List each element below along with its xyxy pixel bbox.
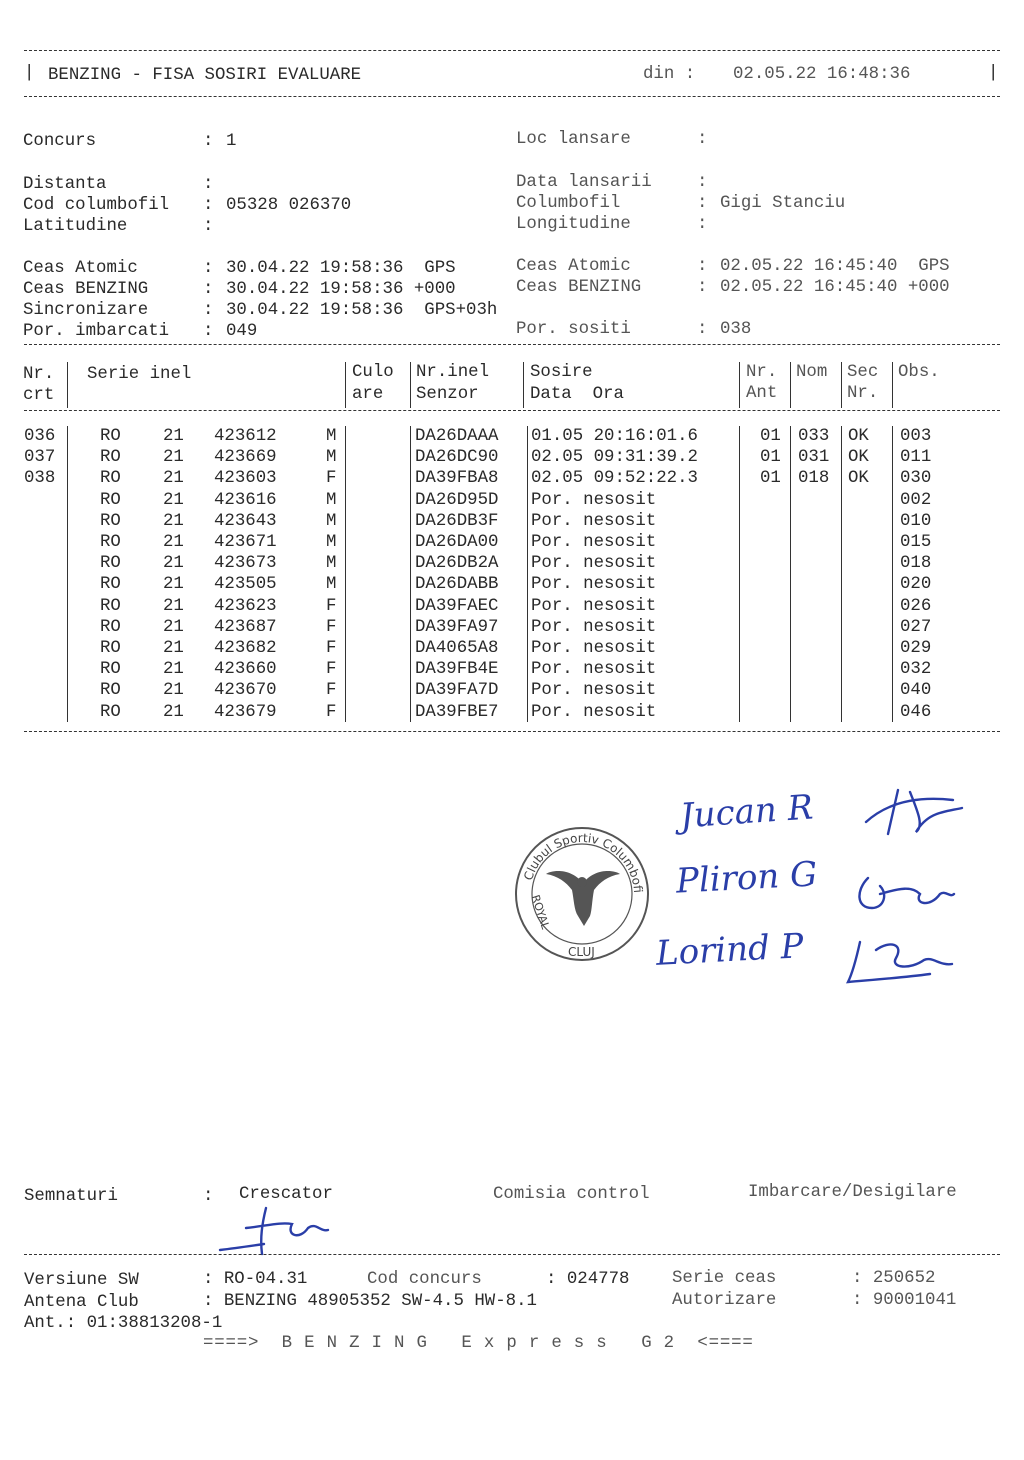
row-sensor: DA39FBE7 [415,702,499,722]
info-sincronizare-sep: : [203,301,214,320]
autorizare-value: : 90001041 [852,1291,957,1310]
col-header-sec-nr: Nr. [847,384,879,403]
col-header-serie-inel: Serie inel [87,365,192,384]
info-cod-columbofil-value: 05328 026370 [226,196,352,215]
info-por-sositi-sep: : [697,320,708,339]
row-ring-number: 423671 [214,533,277,552]
row-sex: F [326,702,337,722]
row-ant: 01 [760,448,781,468]
info-data-lansarii-sep: : [697,173,708,192]
table-row [0,680,1024,701]
table-row [0,638,1024,659]
info-ceas-atomic-sep: : [203,259,214,278]
row-ant: 01 [760,469,781,489]
row-sensor: DA4065A8 [415,639,499,658]
row-obs: 015 [900,533,932,552]
row-obs: 003 [900,427,932,446]
row-sensor: DA26DB2A [415,554,499,574]
info-latitudine-sep: : [203,217,214,236]
row-sensor: DA26DB3F [415,511,499,531]
row-obs: 030 [900,469,932,489]
handwritten-name-3: Lorind P [655,926,805,974]
col-header-are: are [352,385,384,404]
row-ring-number: 423643 [214,511,277,531]
header-date-value: 02.05.22 16:48:36 [733,65,911,84]
col-header-obs: Obs. [898,363,940,382]
row-year: 21 [163,575,184,595]
antena-club-label: Antena Club [24,1293,139,1312]
row-sensor: DA39FB4E [415,660,499,680]
row-country: RO [100,660,121,680]
row-country: RO [100,596,121,616]
table-row [0,447,1024,468]
col-divider [410,362,411,408]
row-ring-number: 423603 [214,469,277,489]
col-divider [67,362,68,408]
table-row [0,511,1024,532]
row-ring-number: 423660 [214,660,277,680]
table-row [0,426,1024,447]
row-country: RO [100,575,121,595]
autorizare-label: Autorizare [672,1291,777,1310]
info-data-lansarii-label: Data lansarii [516,173,652,192]
table-row [0,702,1024,723]
row-year: 21 [163,533,184,552]
info-ceas-benzing-right-value: 02.05.22 16:45:40 +000 [720,278,950,297]
row-ring-number: 423616 [214,490,277,510]
row-ring-number: 423670 [214,681,277,701]
row-obs: 020 [900,575,932,595]
col-divider [739,362,740,408]
row-sensor: DA39FAEC [415,596,499,616]
row-arrival: Por. nesosit [531,639,657,658]
col-divider [345,362,346,408]
info-concurs-sep: : [203,132,214,151]
pigeon-icon [546,871,620,926]
row-ring-number: 423679 [214,702,277,722]
cod-concurs-label: Cod concurs [367,1270,482,1289]
signature-1 [858,782,968,842]
row-sensor: DA39FBA8 [415,469,499,489]
benzing-express-banner: ====> B E N Z I N G E x p r e s s G 2 <==== [203,1334,754,1353]
row-arrival: Por. nesosit [531,702,657,722]
stamp-top-text: Clubul Sportiv Columbofi [521,830,646,894]
header-left-bar: | [24,64,35,83]
row-arrival: Por. nesosit [531,660,657,680]
row-ring-number: 423682 [214,639,277,658]
col-header-sec: Sec [847,363,879,382]
row-country: RO [100,533,121,552]
row-arrival: Por. nesosit [531,681,657,701]
row-sex: M [326,511,337,531]
row-year: 21 [163,490,184,510]
row-year: 21 [163,702,184,722]
col-divider [892,362,893,408]
row-sex: M [326,427,337,446]
row-nr: 038 [24,469,56,489]
imbarcare-desigilare-label: Imbarcare/Desigilare [748,1183,957,1202]
col-header-sosire: Sosire [530,363,593,382]
col-header-senzor: Senzor [416,385,479,404]
info-columbofil-value: Gigi Stanciu [720,194,846,213]
row-sex: M [326,575,337,595]
row-obs: 027 [900,617,932,637]
semnaturi-sep: : [203,1187,214,1206]
table-row [0,574,1024,595]
row-arrival: Por. nesosit [531,575,657,595]
footer-top-rule [24,1254,1000,1255]
row-country: RO [100,427,121,446]
row-year: 21 [163,660,184,680]
table-header-rule [24,410,1000,411]
info-por-imbarcati-value: 049 [226,322,258,341]
info-sincronizare-label: Sincronizare [23,301,149,320]
header-date-label: din : [643,65,696,84]
table-row [0,490,1024,511]
row-year: 21 [163,617,184,637]
row-arrival: Por. nesosit [531,617,657,637]
info-distanta-sep: : [203,175,214,194]
document-title: BENZING - FISA SOSIRI EVALUARE [48,66,362,85]
row-sensor: DA26D95D [415,490,499,510]
row-sex: F [326,617,337,637]
col-header-nom: Nom [796,363,828,382]
row-obs: 011 [900,448,932,468]
crescator-label: Crescator [239,1185,333,1204]
serie-ceas-value: : 250652 [852,1269,936,1288]
table-row [0,596,1024,617]
info-ceas-atomic-right-label: Ceas Atomic [516,257,631,276]
row-sensor: DA26DABB [415,575,499,595]
serie-ceas-label: Serie ceas [672,1269,777,1288]
row-sex: M [326,490,337,510]
info-ceas-atomic-right-value: 02.05.22 16:45:40 GPS [720,257,950,276]
info-sincronizare-value: 30.04.22 19:58:36 GPS+03h [226,301,498,320]
table-top-rule [24,344,1000,345]
col-header-data-ora: Data Ora [530,385,624,404]
handwritten-name-1: Jucan R [678,787,815,837]
table-row [0,617,1024,638]
row-obs: 002 [900,490,932,510]
row-year: 21 [163,681,184,701]
info-concurs-value: 1 [226,132,237,151]
row-country: RO [100,681,121,701]
row-obs: 018 [900,554,932,574]
col-divider [790,362,791,408]
row-obs: 026 [900,596,932,616]
table-row [0,553,1024,574]
info-ceas-benzing-value: 30.04.22 19:58:36 +000 [226,280,456,299]
info-columbofil-label: Columbofil [516,194,621,213]
row-year: 21 [163,469,184,489]
info-ceas-benzing-right-sep: : [697,278,708,297]
info-por-sositi-label: Por. sositi [516,320,631,339]
row-obs: 029 [900,639,932,658]
row-ring-number: 423505 [214,575,277,595]
club-stamp [512,824,652,964]
stamp-bottom-text: CLUJ [568,945,595,959]
row-nr: 036 [24,427,56,446]
semnaturi-label: Semnaturi [24,1187,118,1206]
row-obs: 032 [900,660,932,680]
row-sex: M [326,448,337,468]
row-year: 21 [163,427,184,446]
row-ring-number: 423623 [214,596,277,616]
row-country: RO [100,639,121,658]
col-header-crt: crt [23,386,55,405]
col-header-nr: Nr. [23,365,55,384]
versiune-sw-label: Versiune SW [24,1271,139,1290]
row-sex: F [326,681,337,701]
info-ceas-atomic-label: Ceas Atomic [23,259,138,278]
row-arrival: Por. nesosit [531,511,657,531]
row-arrival: 02.05 09:31:39.2 [531,448,698,468]
row-arrival: 01.05 20:16:01.6 [531,427,698,446]
row-sensor: DA26DA00 [415,533,499,552]
row-obs: 010 [900,511,932,531]
row-sex: M [326,533,337,552]
info-ceas-benzing-sep: : [203,280,214,299]
info-longitudine-sep: : [697,215,708,234]
antenna-line: Ant.: 01:38813208-1 [24,1314,223,1333]
row-sex: F [326,469,337,489]
row-ant: 01 [760,427,781,446]
row-country: RO [100,448,121,468]
comisia-control-label: Comisia control [493,1185,650,1204]
row-sex: F [326,660,337,680]
info-latitudine-label: Latitudine [23,217,128,236]
row-sec: OK [848,469,869,489]
row-year: 21 [163,511,184,531]
row-country: RO [100,490,121,510]
info-distanta-label: Distanta [23,175,107,194]
info-columbofil-sep: : [697,194,708,213]
info-cod-columbofil-label: Cod columbofil [23,196,170,215]
col-header-nr-ant: Nr. [746,363,778,382]
row-ring-number: 423669 [214,448,277,468]
info-ceas-benzing-right-label: Ceas BENZING [516,278,642,297]
row-arrival: Por. nesosit [531,533,657,552]
row-sensor: DA39FA97 [415,617,499,637]
signature-2 [850,864,960,924]
info-loc-lansare-sep: : [697,130,708,149]
info-por-imbarcati-sep: : [203,322,214,341]
crescator-signature [216,1200,336,1260]
info-ceas-atomic-right-sep: : [697,257,708,276]
cod-concurs-value: : 024778 [546,1270,630,1289]
row-arrival: Por. nesosit [531,554,657,574]
row-sensor: DA39FA7D [415,681,499,701]
stamp-left-text: ROYAL [528,893,552,931]
info-por-sositi-value: 038 [720,320,752,339]
header-right-bar: | [988,64,999,83]
antena-club-value: : BENZING 48905352 SW-4.5 HW-8.1 [203,1292,537,1311]
row-sex: M [326,554,337,574]
info-longitudine-label: Longitudine [516,215,631,234]
row-nom: 033 [798,427,830,446]
info-loc-lansare-label: Loc lansare [516,130,631,149]
row-country: RO [100,554,121,574]
handwritten-name-2: Pliron G [675,854,819,902]
row-obs: 040 [900,681,932,701]
row-country: RO [100,617,121,637]
row-sensor: DA26DAAA [415,427,499,446]
row-nr: 037 [24,448,56,468]
row-sec: OK [848,427,869,446]
table-bottom-rule [24,731,1000,732]
row-ring-number: 423687 [214,617,277,637]
row-arrival: Por. nesosit [531,490,657,510]
row-nom: 031 [798,448,830,468]
info-ceas-benzing-label: Ceas BENZING [23,280,149,299]
table-row [0,659,1024,680]
row-nom: 018 [798,469,830,489]
row-obs: 046 [900,702,932,722]
row-sensor: DA26DC90 [415,448,499,468]
row-sex: F [326,639,337,658]
row-country: RO [100,511,121,531]
table-row [0,468,1024,489]
info-concurs-label: Concurs [23,132,97,151]
row-year: 21 [163,554,184,574]
header-bottom-rule [24,96,1000,97]
info-por-imbarcati-label: Por. imbarcati [23,322,170,341]
col-divider [841,362,842,408]
col-header-culo: Culo [352,363,394,382]
row-ring-number: 423612 [214,427,277,446]
row-year: 21 [163,448,184,468]
col-header-nr-inel: Nr.inel [416,363,490,382]
versiune-sw-value: : RO-04.31 [203,1270,308,1289]
header-top-rule [24,50,1000,51]
col-divider [523,362,524,408]
info-ceas-atomic-value: 30.04.22 19:58:36 GPS [226,259,456,278]
row-year: 21 [163,639,184,658]
table-row [0,532,1024,553]
signature-3 [840,930,960,990]
row-country: RO [100,469,121,489]
info-cod-columbofil-sep: : [203,196,214,215]
col-header-ant: Ant [746,384,778,403]
row-arrival: Por. nesosit [531,596,657,616]
row-arrival: 02.05 09:52:22.3 [531,469,698,489]
row-ring-number: 423673 [214,554,277,574]
row-country: RO [100,702,121,722]
row-sex: F [326,596,337,616]
row-sec: OK [848,448,869,468]
row-year: 21 [163,596,184,616]
